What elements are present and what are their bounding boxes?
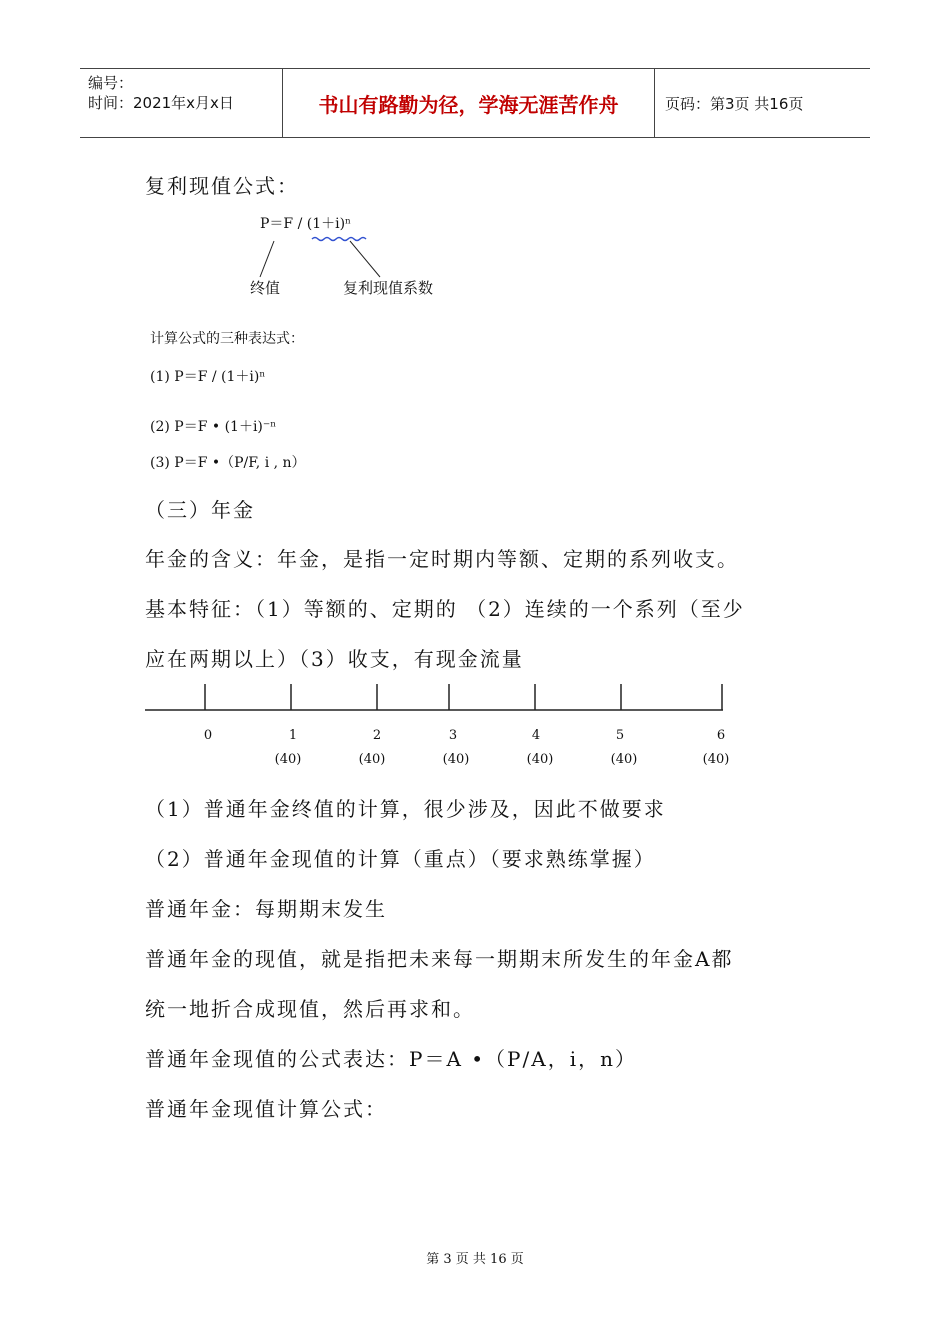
body-line: 普通年金现值的公式表达：P＝A •（P/A，i，n） xyxy=(145,1047,637,1071)
time-label: 时间：2021年x月x日 xyxy=(88,94,234,112)
body-line: （2）普通年金现值的计算（重点）（要求熟练掌握） xyxy=(145,847,656,871)
serial-label: 编号： xyxy=(88,74,134,92)
cash-flow-timeline xyxy=(145,682,745,782)
timeline-amount-label: (40) xyxy=(610,752,638,767)
timeline-period-label: 3 xyxy=(448,728,458,743)
expression-1: (1) P＝F / (1＋i)ⁿ xyxy=(150,369,266,385)
timeline-amount-label: (40) xyxy=(702,752,730,767)
timeline-period-label: 4 xyxy=(531,728,541,743)
timeline-period-label: 2 xyxy=(372,728,382,743)
header-motto: 书山有路勤为径，学海无涯苦作舟 xyxy=(318,92,619,117)
body-line: 普通年金：每期期末发生 xyxy=(145,897,387,921)
body-line: 普通年金现值计算公式： xyxy=(145,1097,387,1121)
timeline-amount-label: (40) xyxy=(358,752,386,767)
body-line: 统一地折合成现值，然后再求和。 xyxy=(145,997,475,1021)
label-final-value: 终值 xyxy=(250,279,281,297)
timeline-period-label: 6 xyxy=(716,728,726,743)
timeline-amount-label: (40) xyxy=(274,752,302,767)
timeline-period-label: 5 xyxy=(615,728,625,743)
label-pv-coefficient: 复利现值系数 xyxy=(343,279,434,297)
timeline-axis xyxy=(145,682,745,722)
header-divider xyxy=(654,69,655,137)
header-page-info: 页码：第3页 共16页 xyxy=(665,94,804,113)
timeline-amount-label: (40) xyxy=(526,752,554,767)
section-title-annuity: （三）年金 xyxy=(145,498,255,522)
page-header xyxy=(80,68,870,138)
timeline-period-label: 0 xyxy=(203,728,213,743)
expressions-heading: 计算公式的三种表达式： xyxy=(150,331,304,347)
page-footer: 第 3 页 共 16 页 xyxy=(426,1252,524,1267)
formula-figure xyxy=(240,205,460,305)
annuity-definition: 年金的含义：年金，是指一定时期内等额、定期的系列收支。 xyxy=(145,547,739,571)
header-meta xyxy=(80,69,282,137)
timeline-period-label: 1 xyxy=(288,728,298,743)
annuity-features-line2: 应在两期以上）（3）收支，有现金流量 xyxy=(145,647,524,671)
formula-main: P＝F / (1＋i)ⁿ xyxy=(260,216,352,232)
expression-3: (3) P＝F •（P/F, i , n） xyxy=(150,455,306,471)
body-line: （1）普通年金终值的计算，很少涉及，因此不做要求 xyxy=(145,797,666,821)
timeline-amount-label: (40) xyxy=(442,752,470,767)
compound-pv-title: 复利现值公式： xyxy=(145,174,299,198)
body-line: 普通年金的现值，就是指把未来每一期期末所发生的年金A都 xyxy=(145,947,734,971)
annuity-features-line1: 基本特征：（1）等额的、定期的 （2）连续的一个系列（至少 xyxy=(145,597,745,621)
expression-2: (2) P＝F • (1＋i)⁻ⁿ xyxy=(150,419,277,435)
